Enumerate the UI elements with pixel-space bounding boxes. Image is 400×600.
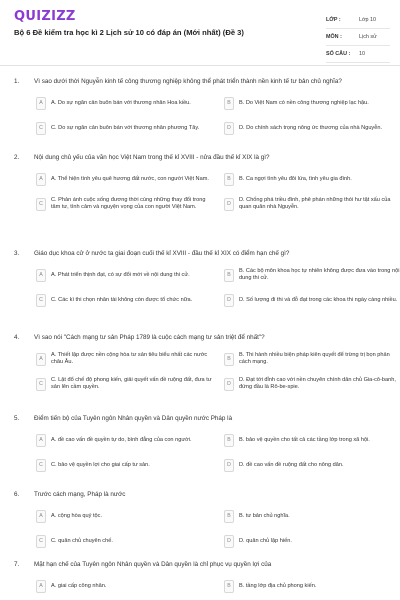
option-text: A. cộng hòa quý tộc. — [51, 512, 102, 519]
question-block — [0, 154, 400, 214]
answer-option[interactable] — [36, 169, 214, 189]
answer-option[interactable] — [224, 531, 400, 551]
answer-option[interactable] — [224, 430, 400, 450]
option-letter-box[interactable]: D — [224, 535, 234, 548]
question-text: Điểm tiến bộ của Tuyên ngôn Nhân quyền và Dân quyền nước Pháp là — [34, 415, 233, 422]
answer-options — [36, 93, 390, 138]
option-letter-box[interactable]: B — [224, 269, 234, 282]
option-text: B. Các bộ môn khoa học tự nhiên không được đưa vào trong nội dung thi cử. — [239, 268, 400, 282]
question-number: 7. — [14, 561, 20, 568]
answer-option[interactable] — [36, 374, 214, 394]
answer-option[interactable] — [36, 290, 214, 310]
answer-option[interactable] — [36, 430, 214, 450]
answer-option[interactable] — [224, 374, 400, 394]
answer-option[interactable] — [36, 506, 214, 526]
option-letter-box[interactable]: D — [224, 198, 234, 211]
answer-option[interactable] — [36, 265, 214, 285]
option-text: D. Đạt tới đỉnh cao với nền chuyên chính dân chủ Gia-cô-banh, đứng đầu là Rô-be-spie. — [239, 377, 396, 391]
option-letter-box[interactable]: B — [224, 580, 234, 593]
meta-label: SỐ CÂU : — [326, 51, 351, 57]
option-letter-box[interactable]: B — [224, 97, 234, 110]
meta-label: LỚP : — [326, 17, 341, 23]
option-letter-box[interactable]: D — [224, 122, 234, 135]
question-block — [0, 334, 400, 394]
answer-option[interactable] — [224, 455, 400, 475]
option-text: D. Chống phá triều đình, phê phán những thói hư tật xấu của quan quân nhà Nguyễn. — [239, 197, 391, 211]
option-text: C. Các kì thi chọn nhân tài không còn được tổ chức nữa. — [51, 296, 193, 303]
question-block — [0, 250, 400, 310]
option-text: D. Số lượng đi thi và đỗ đạt trong các khoa thi ngày càng nhiều. — [239, 296, 398, 303]
option-letter-box[interactable]: A — [36, 434, 46, 447]
answer-options — [36, 576, 390, 596]
option-text: A. Do sự ngăn cản buôn bán với thương nhân Hoa kiều. — [51, 99, 191, 106]
answer-option[interactable] — [224, 349, 400, 369]
question-text: Giáo dục khoa cử ở nước ta giai đoạn cuối thế kỉ XVIII - đầu thế kỉ XIX có điểm hạn chế gì? — [34, 250, 290, 257]
option-text: A. Thể hiện tình yêu quê hương đất nước, con người Việt Nam. — [51, 175, 209, 182]
option-letter-box[interactable]: A — [36, 97, 46, 110]
option-letter-box[interactable]: C — [36, 122, 46, 135]
option-letter-box[interactable]: D — [224, 378, 234, 391]
option-text: B. tầng lớp địa chủ phong kiến. — [239, 582, 317, 589]
option-letter-box[interactable]: C — [36, 459, 46, 472]
question-block — [0, 415, 400, 475]
option-text: C. Phản ánh cuộc sống đương thời cùng những thay đổi trong tâm tư, tình cảm và nguyện vọng của con người Việt Nam. — [51, 197, 206, 211]
answer-option[interactable] — [36, 349, 214, 369]
question-number: 6. — [14, 491, 20, 498]
question-block — [0, 561, 400, 596]
page-title: Bộ 6 Đề kiểm tra học kì 2 Lịch sử 10 có đáp án (Mới nhất) (Đề 3) — [14, 28, 244, 37]
option-text: D. quân chủ lập hiến. — [239, 537, 292, 544]
question-text: Vì sao nói "Cách mạng tư sản Pháp 1789 là cuộc cách mạng tư sản triệt để nhất"? — [34, 334, 265, 341]
answer-option[interactable] — [224, 290, 400, 310]
question-header — [14, 154, 390, 162]
question-number: 4. — [14, 334, 20, 341]
meta-value: Lịch sử — [359, 34, 377, 40]
meta-row — [326, 46, 390, 63]
option-text: A. đề cao vấn đề quyền tự do, bình đẳng của con người. — [51, 436, 192, 443]
answer-option[interactable] — [36, 118, 214, 138]
meta-row — [326, 29, 390, 46]
option-letter-box[interactable]: D — [224, 459, 234, 472]
option-text: B. tư bản chủ nghĩa. — [239, 512, 290, 519]
answer-options — [36, 169, 390, 214]
option-letter-box[interactable]: C — [36, 378, 46, 391]
answer-option[interactable] — [36, 93, 214, 113]
question-number: 5. — [14, 415, 20, 422]
option-letter-box[interactable]: D — [224, 294, 234, 307]
option-text: A. Thiết lập được nền cộng hòa tư sản tiêu biểu nhất các nước châu Âu. — [51, 352, 208, 366]
option-text: C. bảo vệ quyền lợi cho giai cấp tư sản. — [51, 461, 150, 468]
option-letter-box[interactable]: C — [36, 294, 46, 307]
option-letter-box[interactable]: B — [224, 353, 234, 366]
option-text: A. giai cấp công nhân. — [51, 582, 107, 589]
option-text: B. Thi hành nhiều biện pháp kiên quyết để trừng trị bọn phản cách mạng. — [239, 352, 390, 366]
answer-options — [36, 430, 390, 475]
option-letter-box[interactable]: B — [224, 173, 234, 186]
question-header — [14, 561, 390, 569]
answer-options — [36, 506, 390, 551]
option-letter-box[interactable]: A — [36, 353, 46, 366]
question-header — [14, 250, 390, 258]
meta-value: 10 — [359, 51, 365, 57]
question-text: Trước cách mạng, Pháp là nước — [34, 491, 126, 498]
quizizz-logo: QUIZIZZ — [14, 9, 76, 24]
answer-option[interactable] — [36, 531, 214, 551]
answer-option[interactable] — [36, 455, 214, 475]
answer-option[interactable] — [224, 506, 400, 526]
answer-option[interactable] — [36, 194, 214, 214]
option-letter-box[interactable]: B — [224, 510, 234, 523]
option-text: A. Phát triển thịnh đạt, có sự đổi mới về nội dung thi cử. — [51, 271, 190, 278]
option-letter-box[interactable]: A — [36, 580, 46, 593]
answer-option[interactable] — [224, 194, 400, 214]
option-letter-box[interactable]: A — [36, 269, 46, 282]
meta-row — [326, 12, 390, 29]
answer-option[interactable] — [224, 118, 400, 138]
meta-label: MÔN : — [326, 34, 342, 40]
answer-option[interactable] — [224, 265, 400, 285]
option-letter-box[interactable]: A — [36, 510, 46, 523]
question-number: 2. — [14, 154, 20, 161]
meta-info — [326, 12, 390, 63]
answer-option[interactable] — [36, 576, 214, 596]
question-header — [14, 415, 390, 423]
question-text: Vì sao dưới thời Nguyễn kinh tế công thương nghiệp không thể phát triển thành nền kinh tế tư bản chủ nghĩa? — [34, 78, 342, 85]
answer-option[interactable] — [224, 93, 400, 113]
question-number: 1. — [14, 78, 20, 85]
option-letter-box[interactable]: C — [36, 535, 46, 548]
question-text: Nội dung chủ yếu của văn học Việt Nam trong thế kỉ XVIII - nửa đầu thế kỉ XIX là gì? — [34, 154, 270, 161]
option-text: C. Lật đổ chế độ phong kiến, giải quyết vấn đề ruộng đất, đưa tư sản lên cầm quyền. — [51, 377, 212, 391]
document-header — [0, 0, 400, 66]
question-header — [14, 334, 390, 342]
question-header — [14, 78, 390, 86]
option-text: B. Do Việt Nam có nền công thương nghiệp lạc hậu. — [239, 99, 369, 106]
answer-option[interactable] — [224, 576, 400, 596]
question-text: Mặt hạn chế của Tuyên ngôn Nhân quyền và Dân quyền là chỉ phục vụ quyền lợi của — [34, 561, 272, 568]
question-block — [0, 491, 400, 551]
option-letter-box[interactable]: B — [224, 434, 234, 447]
meta-value: Lớp 10 — [359, 17, 377, 23]
option-letter-box[interactable]: A — [36, 173, 46, 186]
option-text: D. đề cao vấn đề ruộng đất cho nông dân. — [239, 461, 344, 468]
option-text: D. Do chính sách trọng nông ức thương của nhà Nguyễn. — [239, 124, 383, 131]
question-number: 3. — [14, 250, 20, 257]
option-text: C. quân chủ chuyên chế. — [51, 537, 113, 544]
answer-options — [36, 349, 396, 394]
option-text: B. Ca ngợi tình yêu đôi lứa, tình yêu gia đình. — [239, 175, 352, 182]
option-text: C. Do sự ngăn cản buôn bán với thương nhân phương Tây. — [51, 124, 200, 131]
question-block — [0, 78, 400, 138]
answer-options — [36, 265, 400, 310]
answer-option[interactable] — [224, 169, 400, 189]
option-letter-box[interactable]: C — [36, 198, 46, 211]
option-text: B. bảo vệ quyền cho tất cả các tầng lớp trong xã hội. — [239, 436, 370, 443]
question-header — [14, 491, 390, 499]
